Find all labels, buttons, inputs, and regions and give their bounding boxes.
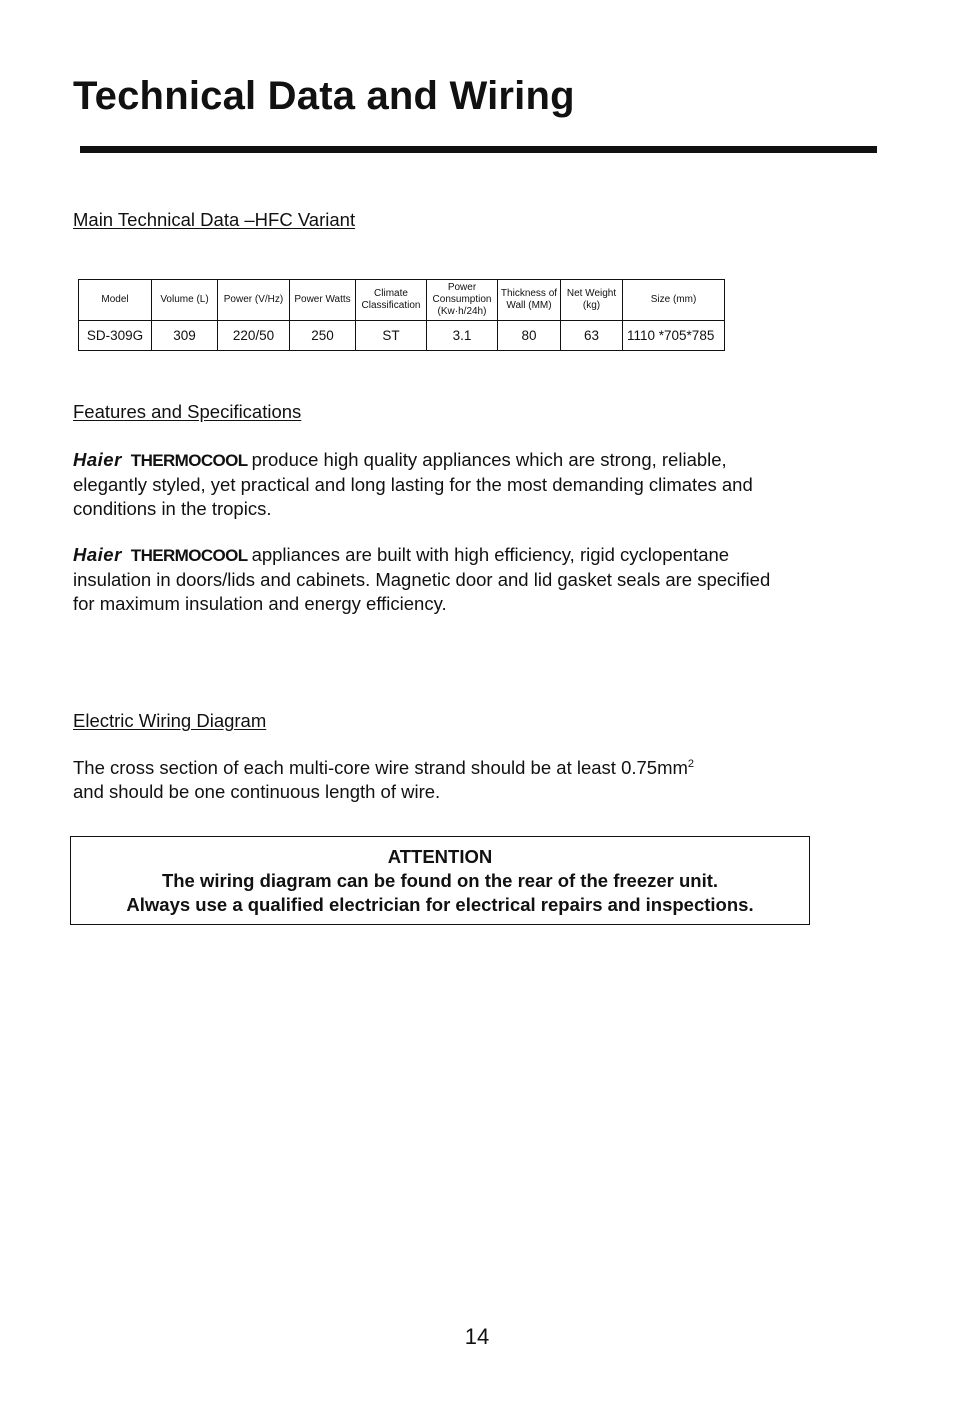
features-paragraph-2-text: appliances are built with high efficiency, rigid cyclopentane insulation in doors/lids and cabinets. Magnetic door and lid gasket seals are specified for maximum insulation and energy efficiency. (73, 544, 771, 614)
page-number: 14 (464, 1324, 490, 1349)
brand-logo (73, 449, 248, 470)
header-wall-thickness: Thickness of Wall (MM) (498, 280, 561, 321)
features-paragraph-1 (73, 448, 803, 521)
header-size: Size (mm) (623, 280, 725, 321)
header-net-weight: Net Weight (kg) (561, 280, 623, 321)
features-paragraph-1-text: produce high quality appliances which are strong, reliable, elegantly styled, yet practical and long lasting for the most demanding climates and conditions in the tropics. (73, 449, 753, 519)
cell-volume: 309 (152, 321, 218, 351)
features-paragraph-2 (73, 543, 773, 616)
brand-haier: Haier (73, 449, 122, 470)
wiring-superscript: 2 (687, 757, 695, 770)
cell-climate-classification: ST (356, 321, 427, 351)
title-divider (80, 146, 877, 153)
attention-title: ATTENTION (387, 846, 493, 867)
brand-thermocool: THERMOCOOL (130, 451, 248, 470)
header-climate-classification: Climate Classification (356, 280, 427, 321)
brand-logo (73, 544, 248, 565)
header-power-vhz: Power (V/Hz) (218, 280, 290, 321)
cell-net-weight: 63 (561, 321, 623, 351)
wiring-paragraph (73, 756, 833, 804)
wiring-text-continued: and should be one continuous length of wire. (73, 781, 441, 802)
technical-data-heading: Main Technical Data –HFC Variant (73, 209, 356, 230)
table-header-row (79, 280, 725, 321)
wiring-heading: Electric Wiring Diagram (73, 710, 267, 731)
cell-power-vhz: 220/50 (218, 321, 290, 351)
brand-thermocool: THERMOCOOL (130, 546, 248, 565)
header-volume: Volume (L) (152, 280, 218, 321)
page-title: Technical Data and Wiring (73, 74, 575, 118)
cell-power-watts: 250 (290, 321, 356, 351)
cell-size: 1110 *705*785 (623, 321, 725, 351)
cell-power-consumption: 3.1 (427, 321, 498, 351)
wiring-text-main: The cross section of each multi-core wire strand should be at least 0.75mm (73, 757, 688, 778)
brand-haier: Haier (73, 544, 122, 565)
cell-wall-thickness: 80 (498, 321, 561, 351)
attention-box (70, 836, 810, 925)
features-heading: Features and Specifications (73, 401, 302, 422)
technical-data-table (78, 279, 725, 351)
attention-line-1: The wiring diagram can be found on the rear of the freezer unit. (161, 870, 719, 891)
table-row (79, 321, 725, 351)
cell-model: SD-309G (79, 321, 152, 351)
attention-line-2: Always use a qualified electrician for electrical repairs and inspections. (126, 894, 754, 915)
header-power-consumption: Power Consumption (Kw·h/24h) (427, 280, 498, 321)
header-power-watts: Power Watts (290, 280, 356, 321)
header-model: Model (79, 280, 152, 321)
